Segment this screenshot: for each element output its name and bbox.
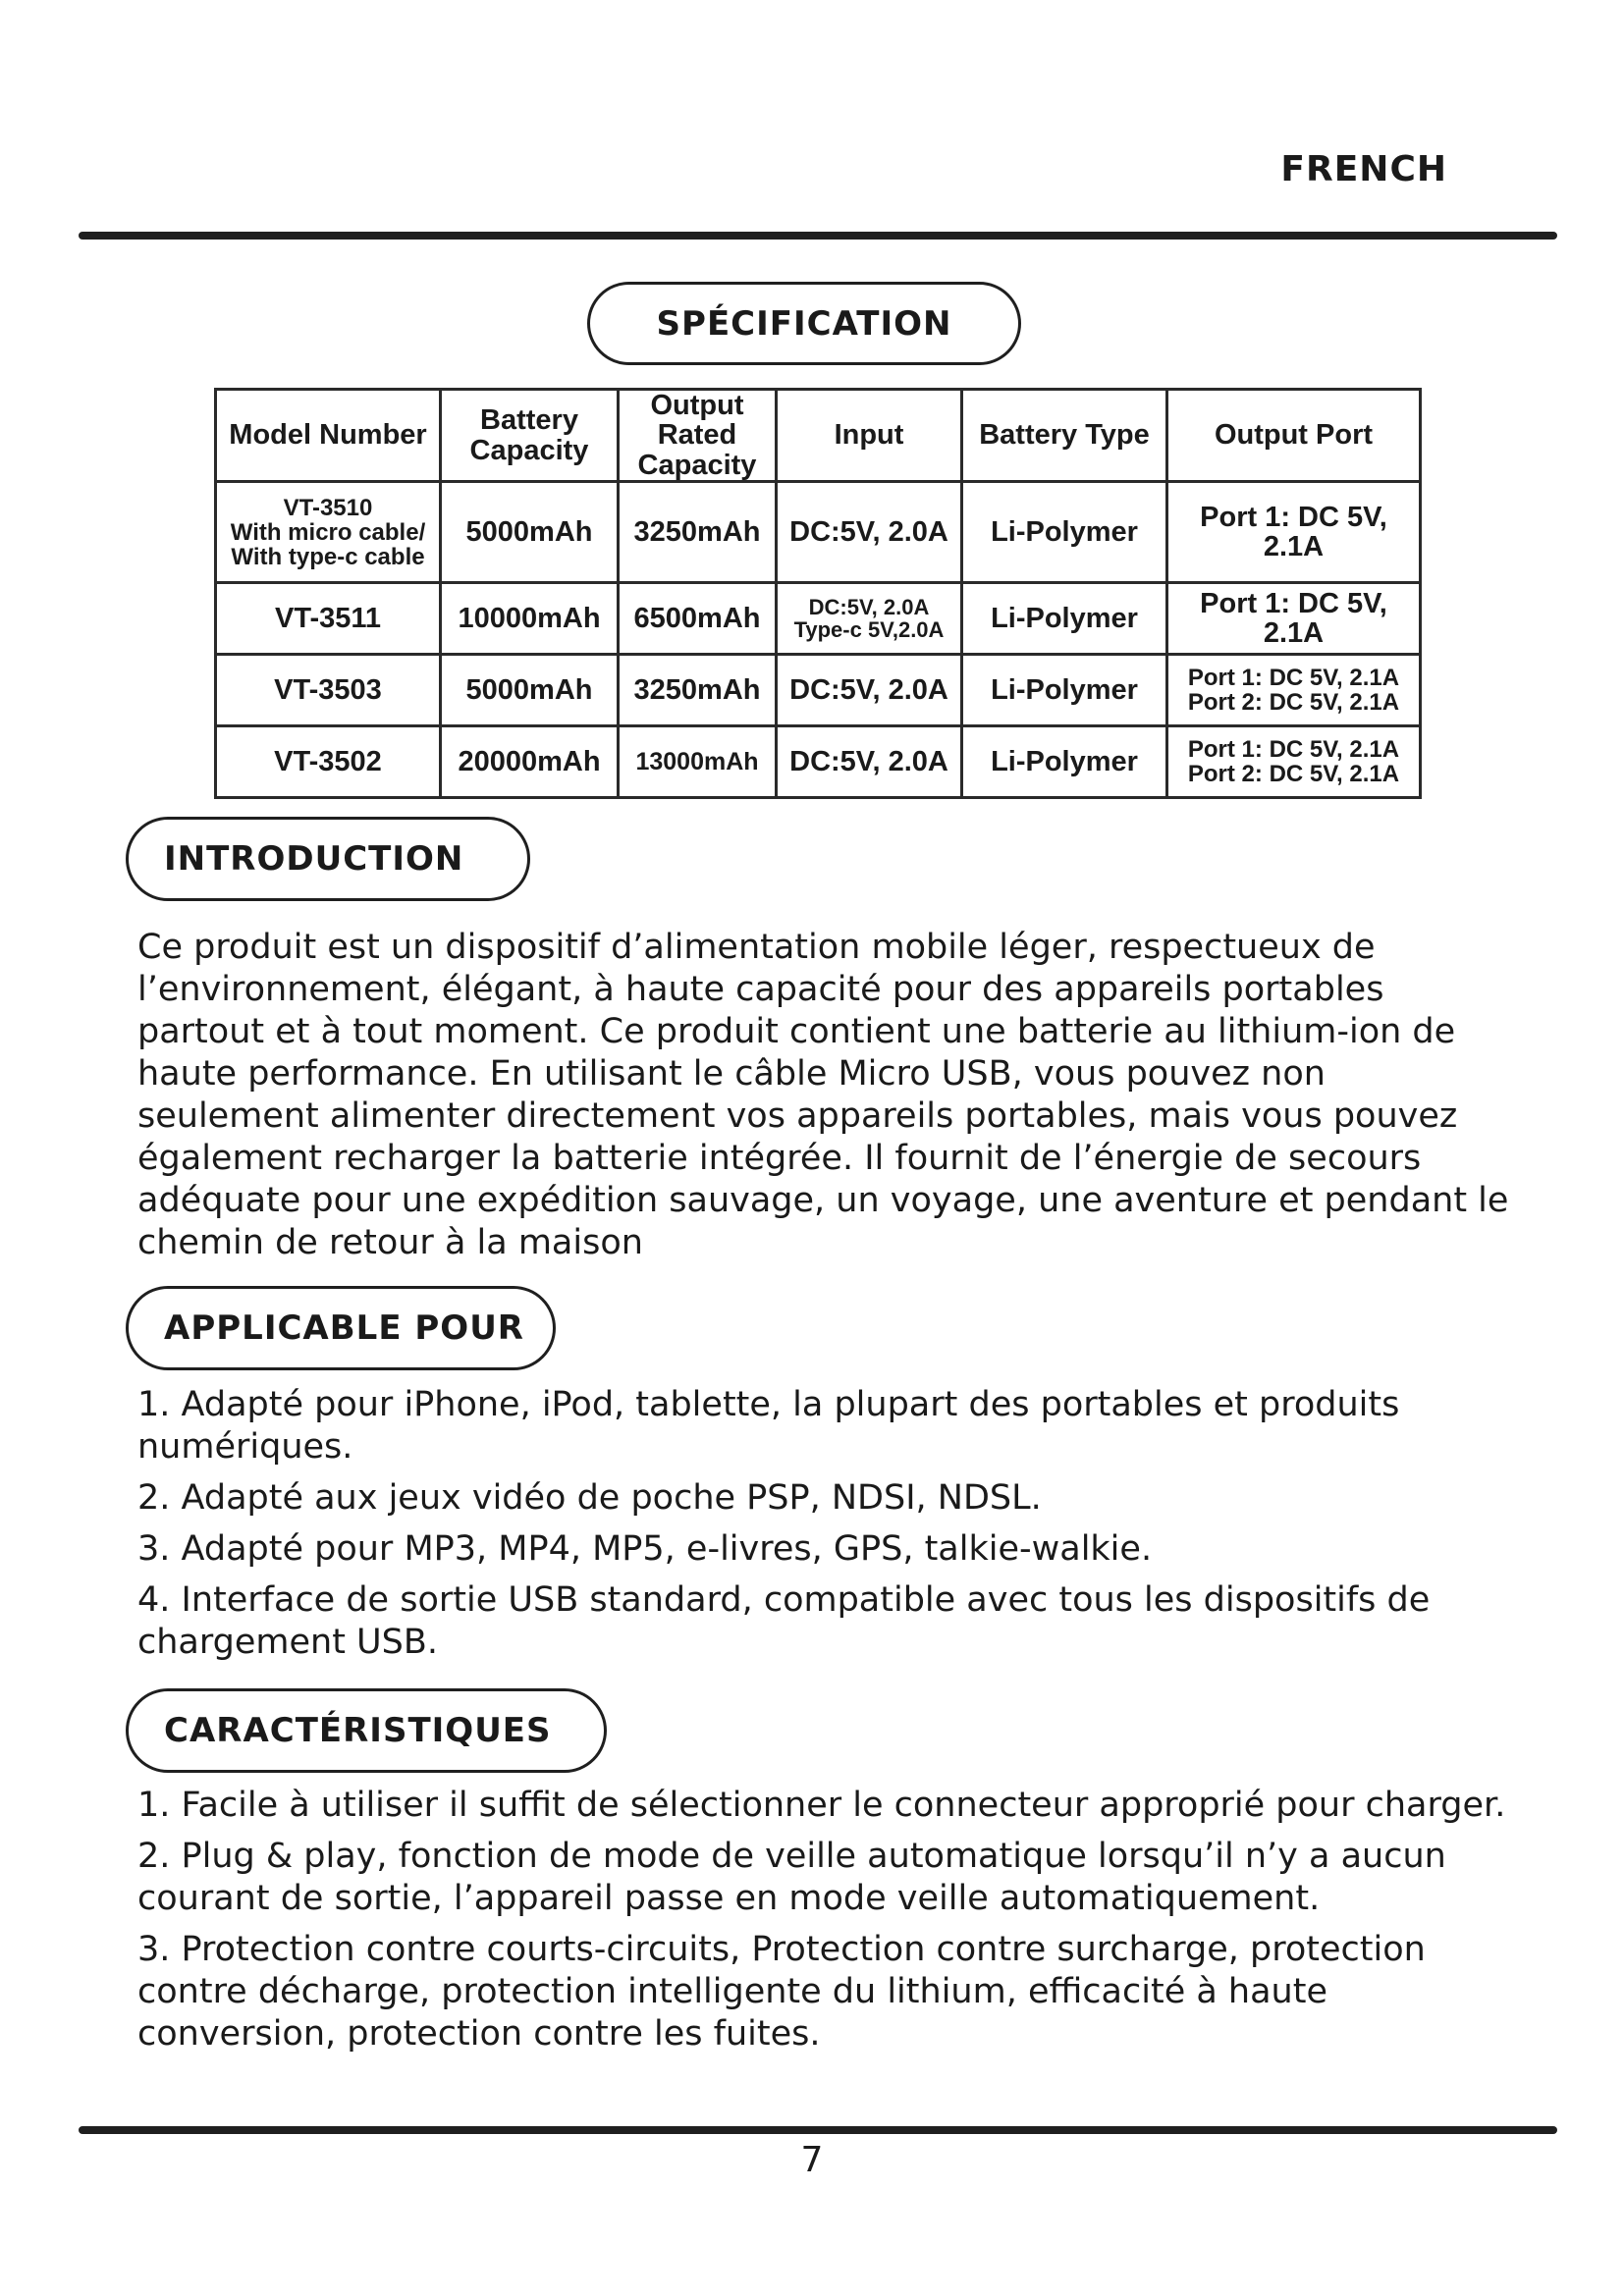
- cell-battery-capacity: 5000mAh: [441, 655, 619, 726]
- cell-battery-type: Li-Polymer: [962, 655, 1167, 726]
- cell-input: [777, 583, 962, 655]
- applicable-list: [137, 1384, 1512, 1673]
- input-line: DC:5V, 2.0A: [808, 595, 930, 620]
- list-item: 1. Facile à utiliser il suffit de sélectionner le connecteur approprié pour charger.: [137, 1786, 1506, 1825]
- cell-output-rated-capacity: 13000mAh: [619, 726, 777, 798]
- specification-table: [214, 388, 1422, 799]
- footer-divider: [79, 2126, 1557, 2134]
- col-battery-capacity: [441, 390, 619, 482]
- applicable-heading: APPLICABLE POUR: [126, 1286, 556, 1370]
- specification-heading: SPÉCIFICATION: [587, 282, 1021, 365]
- col-output-rated-line: Rated: [657, 419, 737, 452]
- characteristics-list: [137, 1785, 1512, 2064]
- characteristics-heading: CARACTÉRISTIQUES: [126, 1688, 607, 1773]
- cell-output-port: [1167, 655, 1421, 726]
- cell-battery-type: Li-Polymer: [962, 482, 1167, 583]
- cell-output-port: [1167, 726, 1421, 798]
- col-output-rated-line: Output: [650, 390, 744, 421]
- col-model-number: Model Number: [216, 390, 441, 482]
- cell-output-rated-capacity: 3250mAh: [619, 655, 777, 726]
- cell-output-rated-capacity: 6500mAh: [619, 583, 777, 655]
- header-divider: [79, 232, 1557, 240]
- table-header-row: [216, 390, 1421, 482]
- cell-battery-type: Li-Polymer: [962, 583, 1167, 655]
- table-row: [216, 726, 1421, 798]
- model-line: With type-c cable: [231, 543, 425, 570]
- cell-input: DC:5V, 2.0A: [777, 482, 962, 583]
- list-item: 2. Plug & play, fonction de mode de veille automatique lorsqu’il n’y a aucun courant de sortie, l’appareil passe en mode veille automatiquement.: [137, 1837, 1446, 1918]
- cell-model: VT-3502: [216, 726, 441, 798]
- introduction-heading: INTRODUCTION: [126, 817, 530, 901]
- port-line: Port 1: DC 5V, 2.1A: [1187, 736, 1400, 764]
- cell-battery-capacity: 20000mAh: [441, 726, 619, 798]
- cell-battery-capacity: 10000mAh: [441, 583, 619, 655]
- cell-model: VT-3503: [216, 655, 441, 726]
- list-item: 4. Interface de sortie USB standard, compatible avec tous les dispositifs de chargement USB.: [137, 1580, 1431, 1662]
- cell-input: DC:5V, 2.0A: [777, 655, 962, 726]
- list-item: 3. Adapté pour MP3, MP4, MP5, e-livres, GPS, talkie-walkie.: [137, 1529, 1153, 1569]
- table-row: [216, 482, 1421, 583]
- port-line: Port 2: DC 5V, 2.1A: [1187, 689, 1400, 717]
- port-line: Port 2: DC 5V, 2.1A: [1187, 761, 1400, 788]
- col-input: Input: [777, 390, 962, 482]
- cell-battery-type: Li-Polymer: [962, 726, 1167, 798]
- cell-model: [216, 482, 441, 583]
- page-number: 7: [800, 2140, 824, 2180]
- introduction-text: Ce produit est un dispositif d’alimentation mobile léger, respectueux de l’environnement, élégant, à haute capacité pour des appareils portables partout et à tout moment. Ce produit contient une batterie au lithium-ion de haute performance. En utilisant le câble Micro USB, vous pouvez non seulement alimenter directement vos appareils portables, mais vous pouvez également recharger la batterie intégrée. Il fournit de l’énergie de secours adéquate pour une expédition sauvage, un voyage, une aventure et pendant le chemin de retour à la maison: [137, 928, 1509, 1262]
- list-item: 3. Protection contre courts-circuits, Protection contre surcharge, protection contre décharge, protection intelligente du lithium, efficacité à haute conversion, protection contre les fuites.: [137, 1930, 1426, 2054]
- cell-model: VT-3511: [216, 583, 441, 655]
- col-output-rated-capacity: [619, 390, 777, 482]
- list-item: 1. Adapté pour iPhone, iPod, tablette, la plupart des portables et produits numériques.: [137, 1385, 1400, 1467]
- cell-input: DC:5V, 2.0A: [777, 726, 962, 798]
- col-battery-capacity-line: Battery: [480, 404, 578, 437]
- col-battery-capacity-line: Capacity: [469, 434, 589, 466]
- language-label: FRENCH: [1280, 149, 1447, 189]
- port-line: Port 1: DC 5V, 2.1A: [1187, 665, 1400, 692]
- input-line: Type-c 5V,2.0A: [793, 617, 945, 643]
- col-output-rated-line: Capacity: [637, 449, 757, 481]
- cell-output-rated-capacity: 3250mAh: [619, 482, 777, 583]
- cell-battery-capacity: 5000mAh: [441, 482, 619, 583]
- list-item: 2. Adapté aux jeux vidéo de poche PSP, NDSI, NDSL.: [137, 1478, 1042, 1518]
- col-output-port: Output Port: [1167, 390, 1421, 482]
- cell-output-port: Port 1: DC 5V, 2.1A: [1167, 583, 1421, 655]
- cell-output-port: Port 1: DC 5V, 2.1A: [1167, 482, 1421, 583]
- table-row: [216, 655, 1421, 726]
- model-line: With micro cable/: [230, 518, 426, 546]
- model-line: VT-3510: [283, 494, 373, 521]
- table-row: [216, 583, 1421, 655]
- col-battery-type: Battery Type: [962, 390, 1167, 482]
